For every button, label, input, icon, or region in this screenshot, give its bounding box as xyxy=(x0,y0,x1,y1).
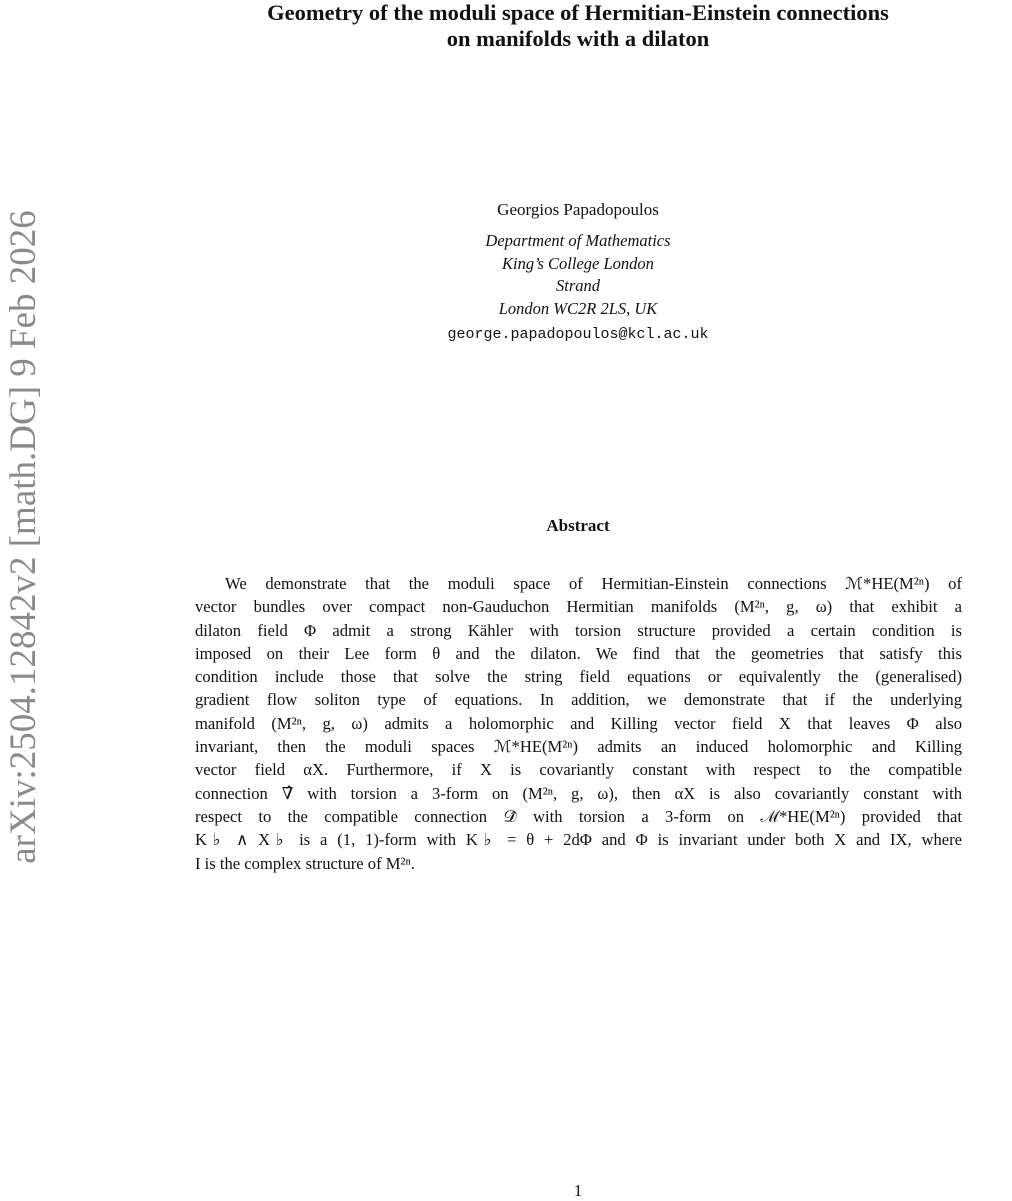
abstract-line: vector field αX. Furthermore, if X is covariantly constant with respect to the compatible xyxy=(195,760,962,780)
abstract-line: invariant, then the moduli spaces ℳ*HE(M²ⁿ) admits an induced holomorphic and Killing xyxy=(195,737,962,757)
abstract-heading: Abstract xyxy=(546,516,610,535)
abstract-line: dilaton field Φ admit a strong Kähler with torsion structure provided a certain condition is xyxy=(195,620,962,640)
affiliation-street: Strand xyxy=(555,276,600,296)
page-number: 1 xyxy=(573,1181,583,1200)
affiliation xyxy=(140,230,1012,320)
author-email: george.papadopoulos@kcl.ac.uk xyxy=(447,326,709,343)
arxiv-identifier-stamp: arXiv:2504.12842v2 [math.DG] 9 Feb 2026 xyxy=(3,210,44,864)
paper-title xyxy=(140,0,1012,52)
abstract-line: vector bundles over compact non-Gauduchon Hermitian manifolds (M²ⁿ, g, ω) that exhibit a xyxy=(195,597,962,617)
abstract-line: manifold (M²ⁿ, g, ω) admits a holomorphic and Killing vector field X that leaves Φ also xyxy=(195,713,962,733)
affiliation-institution: King’s College London xyxy=(502,253,654,273)
affiliation-department: Department of Mathematics xyxy=(485,231,671,250)
abstract-line: I is the complex structure of M²ⁿ. xyxy=(195,853,415,873)
abstract-line: gradient flow soliton type of equations. In addition, we demonstrate that if the underlying xyxy=(195,690,962,710)
title-line-2: on manifolds with a dilaton xyxy=(446,26,710,51)
abstract-line: connection ∇̂ with torsion a 3-form on (M²ⁿ, g, ω), then αX is also covariantly constant with xyxy=(195,783,962,803)
title-line-1: Geometry of the moduli space of Hermitian-Einstein connections xyxy=(267,0,889,25)
abstract-line: K♭ ∧ X♭ is a (1, 1)-form with K♭ = θ + 2dΦ and Φ is invariant under both X and IX, where xyxy=(195,830,962,850)
abstract-line: imposed on their Lee form θ and the dilaton. We find that the geometries that satisfy this xyxy=(195,643,962,663)
abstract-line: respect to the compatible connection 𝒟̂ with torsion a 3-form on ℳ*HE(M²ⁿ) provided that xyxy=(195,806,962,826)
abstract-line: We demonstrate that the moduli space of Hermitian-Einstein connections ℳ*HE(M²ⁿ) of xyxy=(225,574,962,593)
affiliation-city: London WC2R 2LS, UK xyxy=(498,298,658,318)
author-name: Georgios Papadopoulos xyxy=(497,200,659,219)
abstract-line: condition include those that solve the string field equations or equivalently the (generalised) xyxy=(195,667,962,687)
abstract-body xyxy=(195,572,962,875)
